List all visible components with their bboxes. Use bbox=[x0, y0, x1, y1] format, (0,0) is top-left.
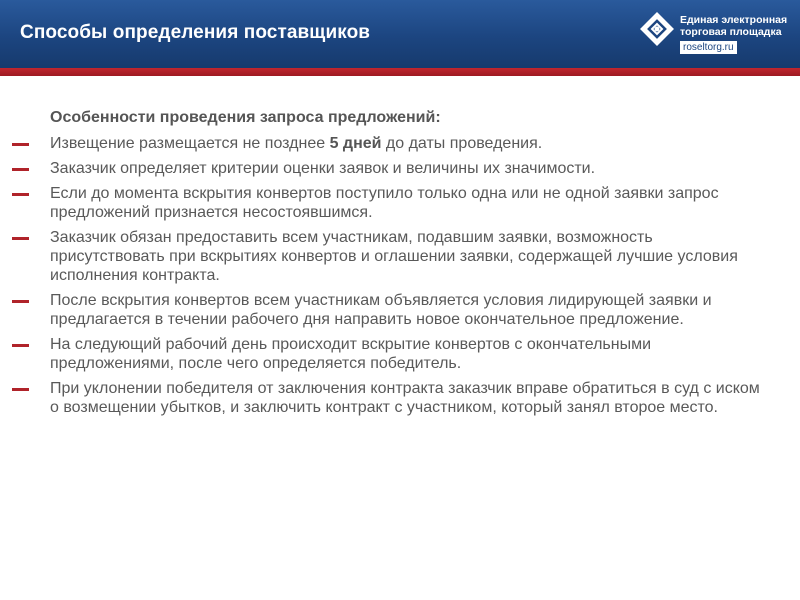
list-item-text-before: Извещение размещается не позднее bbox=[50, 135, 330, 152]
list-item-bold: 5 дней bbox=[329, 135, 382, 152]
bullet-dash-icon bbox=[12, 344, 29, 347]
list-item bbox=[0, 159, 800, 178]
list-item bbox=[0, 134, 800, 153]
slide-content bbox=[0, 108, 800, 423]
section-subtitle: Особенности проведения запроса предложений: bbox=[50, 109, 441, 126]
bullet-list bbox=[0, 134, 800, 417]
list-item-text: При уклонении победителя от заключения контракта заказчик вправе обратиться в суд с иском о возмещении убытков, и заключить контракт с участником, который занял второе место. bbox=[50, 380, 760, 416]
list-item-text: На следующий рабочий день происходит вскрытие конвертов с окончательными предложениями, после чего определяется победитель. bbox=[50, 336, 652, 372]
logo-url[interactable]: roseltorg.ru bbox=[680, 41, 737, 54]
page-title: Способы определения поставщиков bbox=[20, 22, 371, 43]
list-item bbox=[0, 291, 800, 329]
list-item bbox=[0, 184, 800, 222]
logo-text-line1: Единая электронная bbox=[680, 14, 788, 26]
bullet-dash-icon bbox=[12, 237, 29, 240]
roseltorg-logo[interactable] bbox=[640, 10, 795, 60]
list-item bbox=[0, 335, 800, 373]
logo-diamond-icon bbox=[640, 12, 674, 46]
list-item-text: Заказчик обязан предоставить всем участникам, подавшим заявки, возможность присутствовать при вскрытиях конвертов и оглашении заявки, содержащей лучшие условия исполнения контракта. bbox=[50, 229, 738, 284]
list-item bbox=[0, 379, 800, 417]
logo-text-line2: торговая площадка bbox=[680, 26, 782, 38]
bullet-dash-icon bbox=[12, 300, 29, 303]
list-item-text: Если до момента вскрытия конвертов поступило только одна или не одной заявки запрос предложений признается несостоявшимся. bbox=[50, 185, 719, 221]
bullet-dash-icon bbox=[12, 193, 29, 196]
header-bar bbox=[0, 0, 800, 68]
list-item-text-after: до даты проведения. bbox=[381, 135, 543, 152]
list-item-text: После вскрытия конвертов всем участникам объявляется условия лидирующей заявки и предлагается в течении рабочего дня направить новое окончательное предложение. bbox=[50, 292, 712, 328]
list-item bbox=[0, 228, 800, 285]
accent-divider bbox=[0, 68, 800, 76]
bullet-dash-icon bbox=[12, 168, 29, 171]
bullet-dash-icon bbox=[12, 143, 29, 146]
bullet-dash-icon bbox=[12, 388, 29, 391]
list-item-text: Заказчик определяет критерии оценки заявок и величины их значимости. bbox=[50, 160, 596, 177]
